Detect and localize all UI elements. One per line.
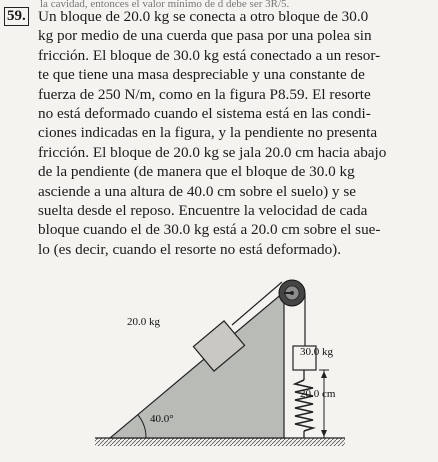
text-line: ciones indicadas en la figura, y la pendiente no presenta: [38, 124, 378, 142]
text-line: lo (es decir, cuando el resorte no está deformado).: [38, 240, 342, 258]
text-line: no está deformado cuando el sistema está en las condi-: [38, 105, 371, 123]
height-dimension: [319, 370, 329, 438]
text-line: fuerza de 250 N/m, como en la figura P8.59. El resorte: [38, 85, 371, 103]
text-line: Un bloque de 20.0 kg se conecta a otro bloque de 30.0: [38, 8, 369, 25]
text-line: kg por medio de una cuerda que pasa por una polea sin: [38, 27, 372, 45]
text-line: fricción. El bloque de 30.0 kg está conectado a un resor-: [38, 46, 381, 64]
incline-wedge: [110, 292, 284, 438]
figure-p8-59: [0, 268, 438, 457]
text-line: suelta desde el reposo. Encuentre la velocidad de cada: [38, 202, 368, 220]
ground: [95, 438, 345, 446]
text-line: fricción. El bloque de 20.0 kg se jala 20.0 cm hacia abajo: [38, 143, 387, 161]
label-block-20kg: 20.0 kg: [127, 316, 160, 328]
label-height: 20.0 cm: [300, 388, 336, 400]
problem-number: 59.: [4, 7, 29, 26]
spring: [295, 370, 313, 438]
text-line: bloque cuando el de 30.0 kg está a 20.0 cm sobre el sue-: [38, 221, 381, 239]
text-line: te que tiene una masa despreciable y una constante de: [38, 66, 365, 84]
label-block-30kg: 30.0 kg: [300, 346, 333, 358]
label-angle: 40.0°: [150, 413, 174, 425]
previous-text-fragment: la cavidad, entonces el valor mínimo de d debe ser 3R/5.: [40, 0, 290, 10]
problem-text: [38, 7, 430, 259]
text-line: asciende a una altura de 40.0 cm sobre el suelo) y se: [38, 182, 356, 200]
text-line: de la pendiente (de manera que el bloque de 30.0 kg: [38, 163, 355, 181]
figure-drawing: [0, 268, 438, 457]
